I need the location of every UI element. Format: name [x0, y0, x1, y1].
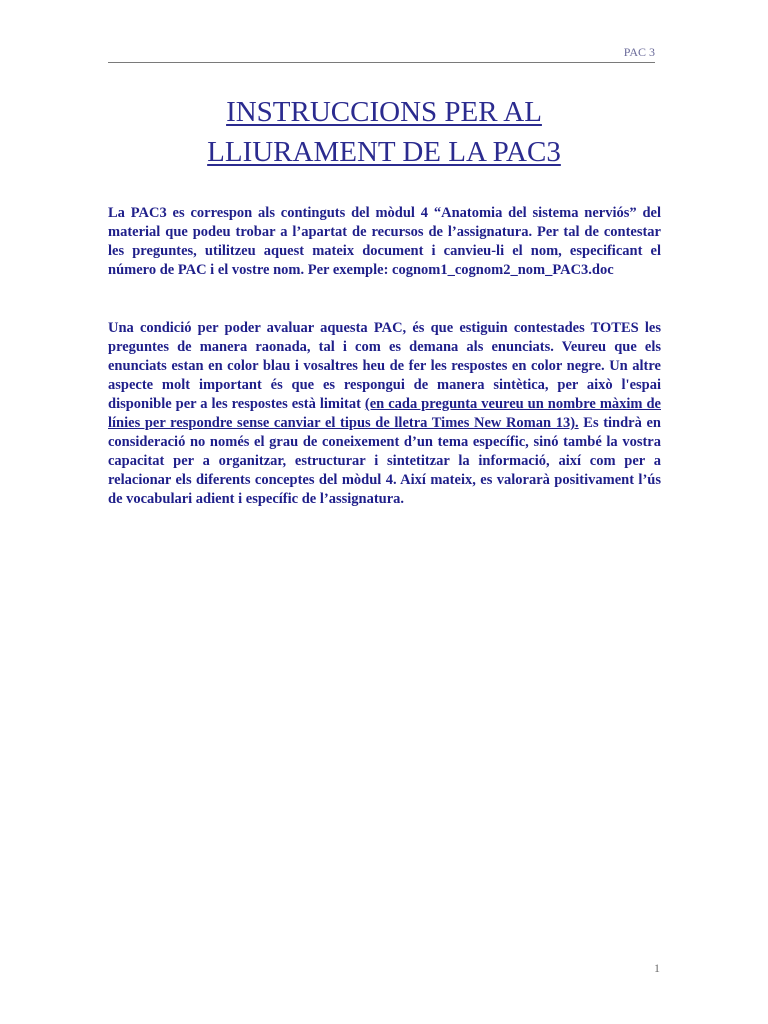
conditions-text-end: Es tindrà en consideració no només el grau de coneixement d’un tema específic, sinó també la vostra capacitat per a organitzar, estructurar i sintetitzar la informació, així com per a relacionar els diferents conceptes del mòdul 4. Així mateix, es valorarà positivament l’ús de vocabulari adient i específic de l’assignatura.: [108, 415, 661, 507]
conditions-paragraph: [108, 319, 661, 509]
page-number: 1: [654, 961, 660, 975]
conditions-underlined-note: (en cada pregunta veureu un nombre màxim de línies per respondre sense canviar el tipus de lletra Times New Roman 13).: [108, 396, 661, 431]
title-line-1: INSTRUCCIONS PER AL: [226, 96, 542, 128]
title-line-2: LLIURAMENT DE LA PAC3: [207, 136, 561, 168]
intro-paragraph: La PAC3 es correspon als continguts del mòdul 4 “Anatomia del sistema nerviós” del material que podeu trobar a l’apartat de recursos de l’assignatura. Per tal de contestar les preguntes, utilitzeu aquest mateix document i canvieu-li el nom, especificant el número de PAC i el vostre nom. Per exemple: cognom1_cognom2_nom_PAC3.doc: [108, 205, 661, 278]
header-label: PAC 3: [623, 45, 655, 59]
page-title: [108, 92, 660, 172]
conditions-text-start: Una condició per poder avaluar aquesta PAC, és que estiguin contestades TOTES les preguntes de manera raonada, tal i com es demana als enunciats. Veureu que els enunciats estan en color blau i vosaltres heu de fer les respostes en color negre. Un altre aspecte molt important és que es respongui de manera sintètica, per això l'espai disponible per a les respostes està limitat: [108, 320, 661, 412]
header-divider: [108, 62, 655, 63]
